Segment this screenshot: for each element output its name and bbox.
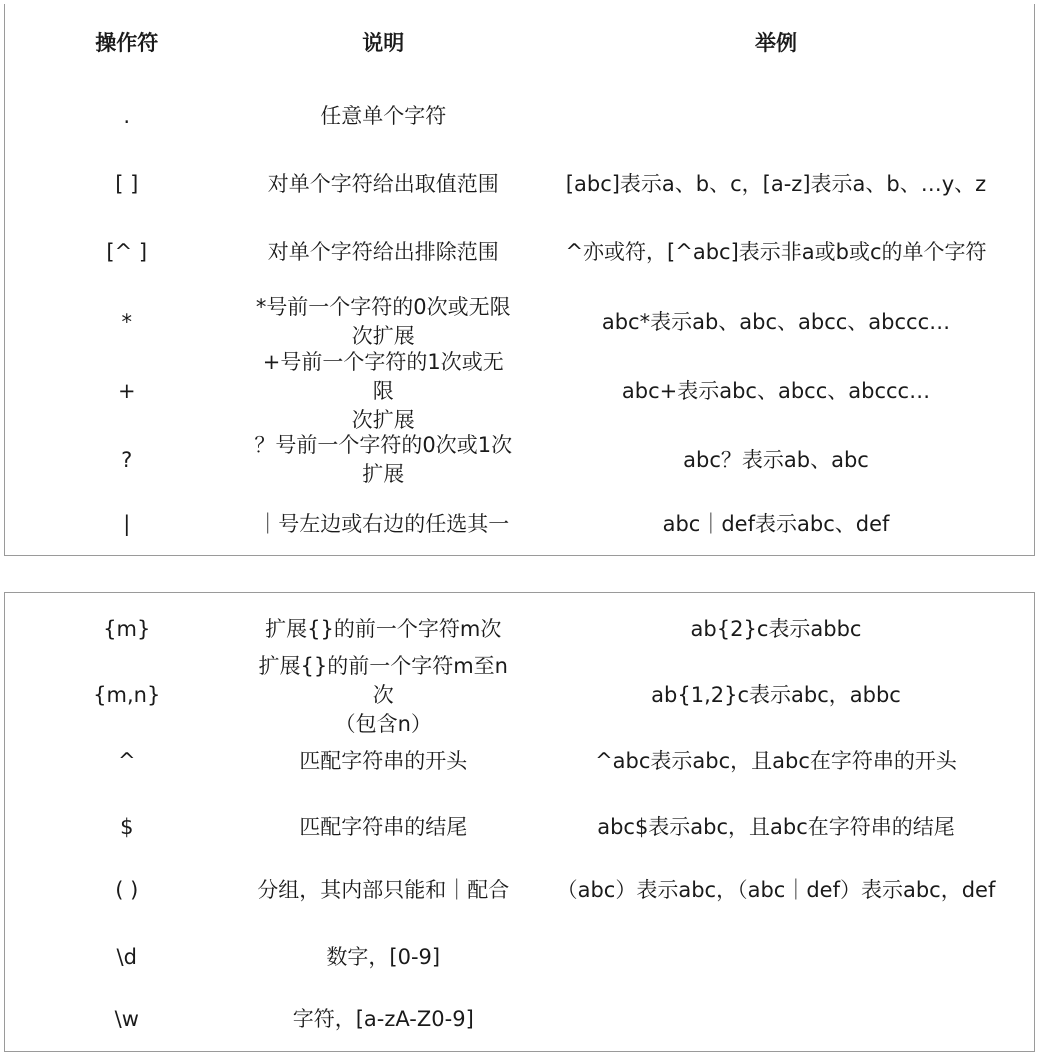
table-row xyxy=(5,290,1034,354)
header-operator: 操作符 xyxy=(95,30,159,55)
example-cell: ^abc表示abc，且abc在字符串的开头 xyxy=(595,748,957,773)
description-cell: 分组，其内部只能和｜配合 xyxy=(257,877,510,902)
example-cell: abc*表示ab、abc、abcc、abccc… xyxy=(601,309,951,334)
header-example: 举例 xyxy=(755,30,797,55)
description-cell: 对单个字符给出取值范围 xyxy=(267,171,499,196)
operator-cell: * xyxy=(121,309,132,334)
description-cell: 匹配字符串的开头 xyxy=(299,748,468,773)
operator-cell: + xyxy=(117,378,136,403)
table-row xyxy=(5,224,1034,280)
table-row xyxy=(5,929,1034,985)
example-cell: ab{1,2}c表示abc，abbc xyxy=(651,682,901,707)
description-cell: 匹配字符串的结尾 xyxy=(299,814,468,839)
description-cell: 数字，[0-9] xyxy=(326,944,441,969)
table-row xyxy=(5,428,1034,492)
description-cell: ｜号左边或右边的任选其一 xyxy=(257,511,510,536)
operator-cell: \d xyxy=(116,944,137,969)
operator-cell: {m,n} xyxy=(93,682,161,707)
operator-cell: . xyxy=(123,103,131,128)
example-cell xyxy=(518,88,1034,144)
table-row xyxy=(5,88,1034,144)
example-cell xyxy=(518,929,1034,985)
description-cell: *号前一个字符的0次或无限 次扩展 xyxy=(255,295,511,348)
table-row xyxy=(5,991,1034,1047)
description-cell: 扩展{}的前一个字符m至n次 （包含n） xyxy=(258,653,508,736)
operator-cell: [ ] xyxy=(115,171,139,196)
table-row xyxy=(5,349,1034,432)
example-cell: ^亦或符，[^abc]表示非a或b或c的单个字符 xyxy=(565,239,987,264)
example-cell: （abc）表示abc，（abc｜def）表示abc，def xyxy=(556,877,996,902)
table-row xyxy=(5,603,1034,655)
example-cell: abc$表示abc，且abc在字符串的结尾 xyxy=(597,814,955,839)
table-header-row xyxy=(5,18,1034,68)
example-cell: abc+表示abc、abcc、abccc… xyxy=(621,378,931,403)
table-row xyxy=(5,653,1034,736)
description-cell: 任意单个字符 xyxy=(320,103,447,128)
example-cell: abc｜def表示abc、def xyxy=(662,511,890,536)
operator-cell: ( ) xyxy=(115,877,139,902)
operator-cell: ? xyxy=(121,447,133,472)
operator-cell: \w xyxy=(114,1006,139,1031)
operator-cell: ^ xyxy=(117,748,136,773)
table-row xyxy=(5,733,1034,789)
regex-table-top-panel xyxy=(4,4,1035,556)
description-cell: 扩展{}的前一个字符m次 xyxy=(265,616,502,641)
table-row xyxy=(5,156,1034,212)
operator-cell: | xyxy=(123,511,131,536)
description-cell: 对单个字符给出排除范围 xyxy=(267,239,499,264)
operator-cell: $ xyxy=(120,814,134,839)
description-cell: ？号前一个字符的0次或1次 扩展 xyxy=(254,433,513,486)
header-description: 说明 xyxy=(362,30,405,55)
example-cell: [abc]表示a、b、c，[a-z]表示a、b、…y、z xyxy=(565,171,987,196)
regex-table-bottom-panel xyxy=(4,592,1035,1052)
example-cell: abc？表示ab、abc xyxy=(683,447,869,472)
table-row xyxy=(5,861,1034,919)
table-row xyxy=(5,500,1034,548)
operator-cell: [^ ] xyxy=(106,239,148,264)
description-cell: +号前一个字符的1次或无限 次扩展 xyxy=(262,349,504,432)
table-row xyxy=(5,799,1034,855)
example-cell: ab{2}c表示abbc xyxy=(690,616,862,641)
description-cell: 字符，[a-zA-Z0-9] xyxy=(292,1006,474,1031)
example-cell xyxy=(518,991,1034,1047)
operator-cell: {m} xyxy=(103,616,151,641)
